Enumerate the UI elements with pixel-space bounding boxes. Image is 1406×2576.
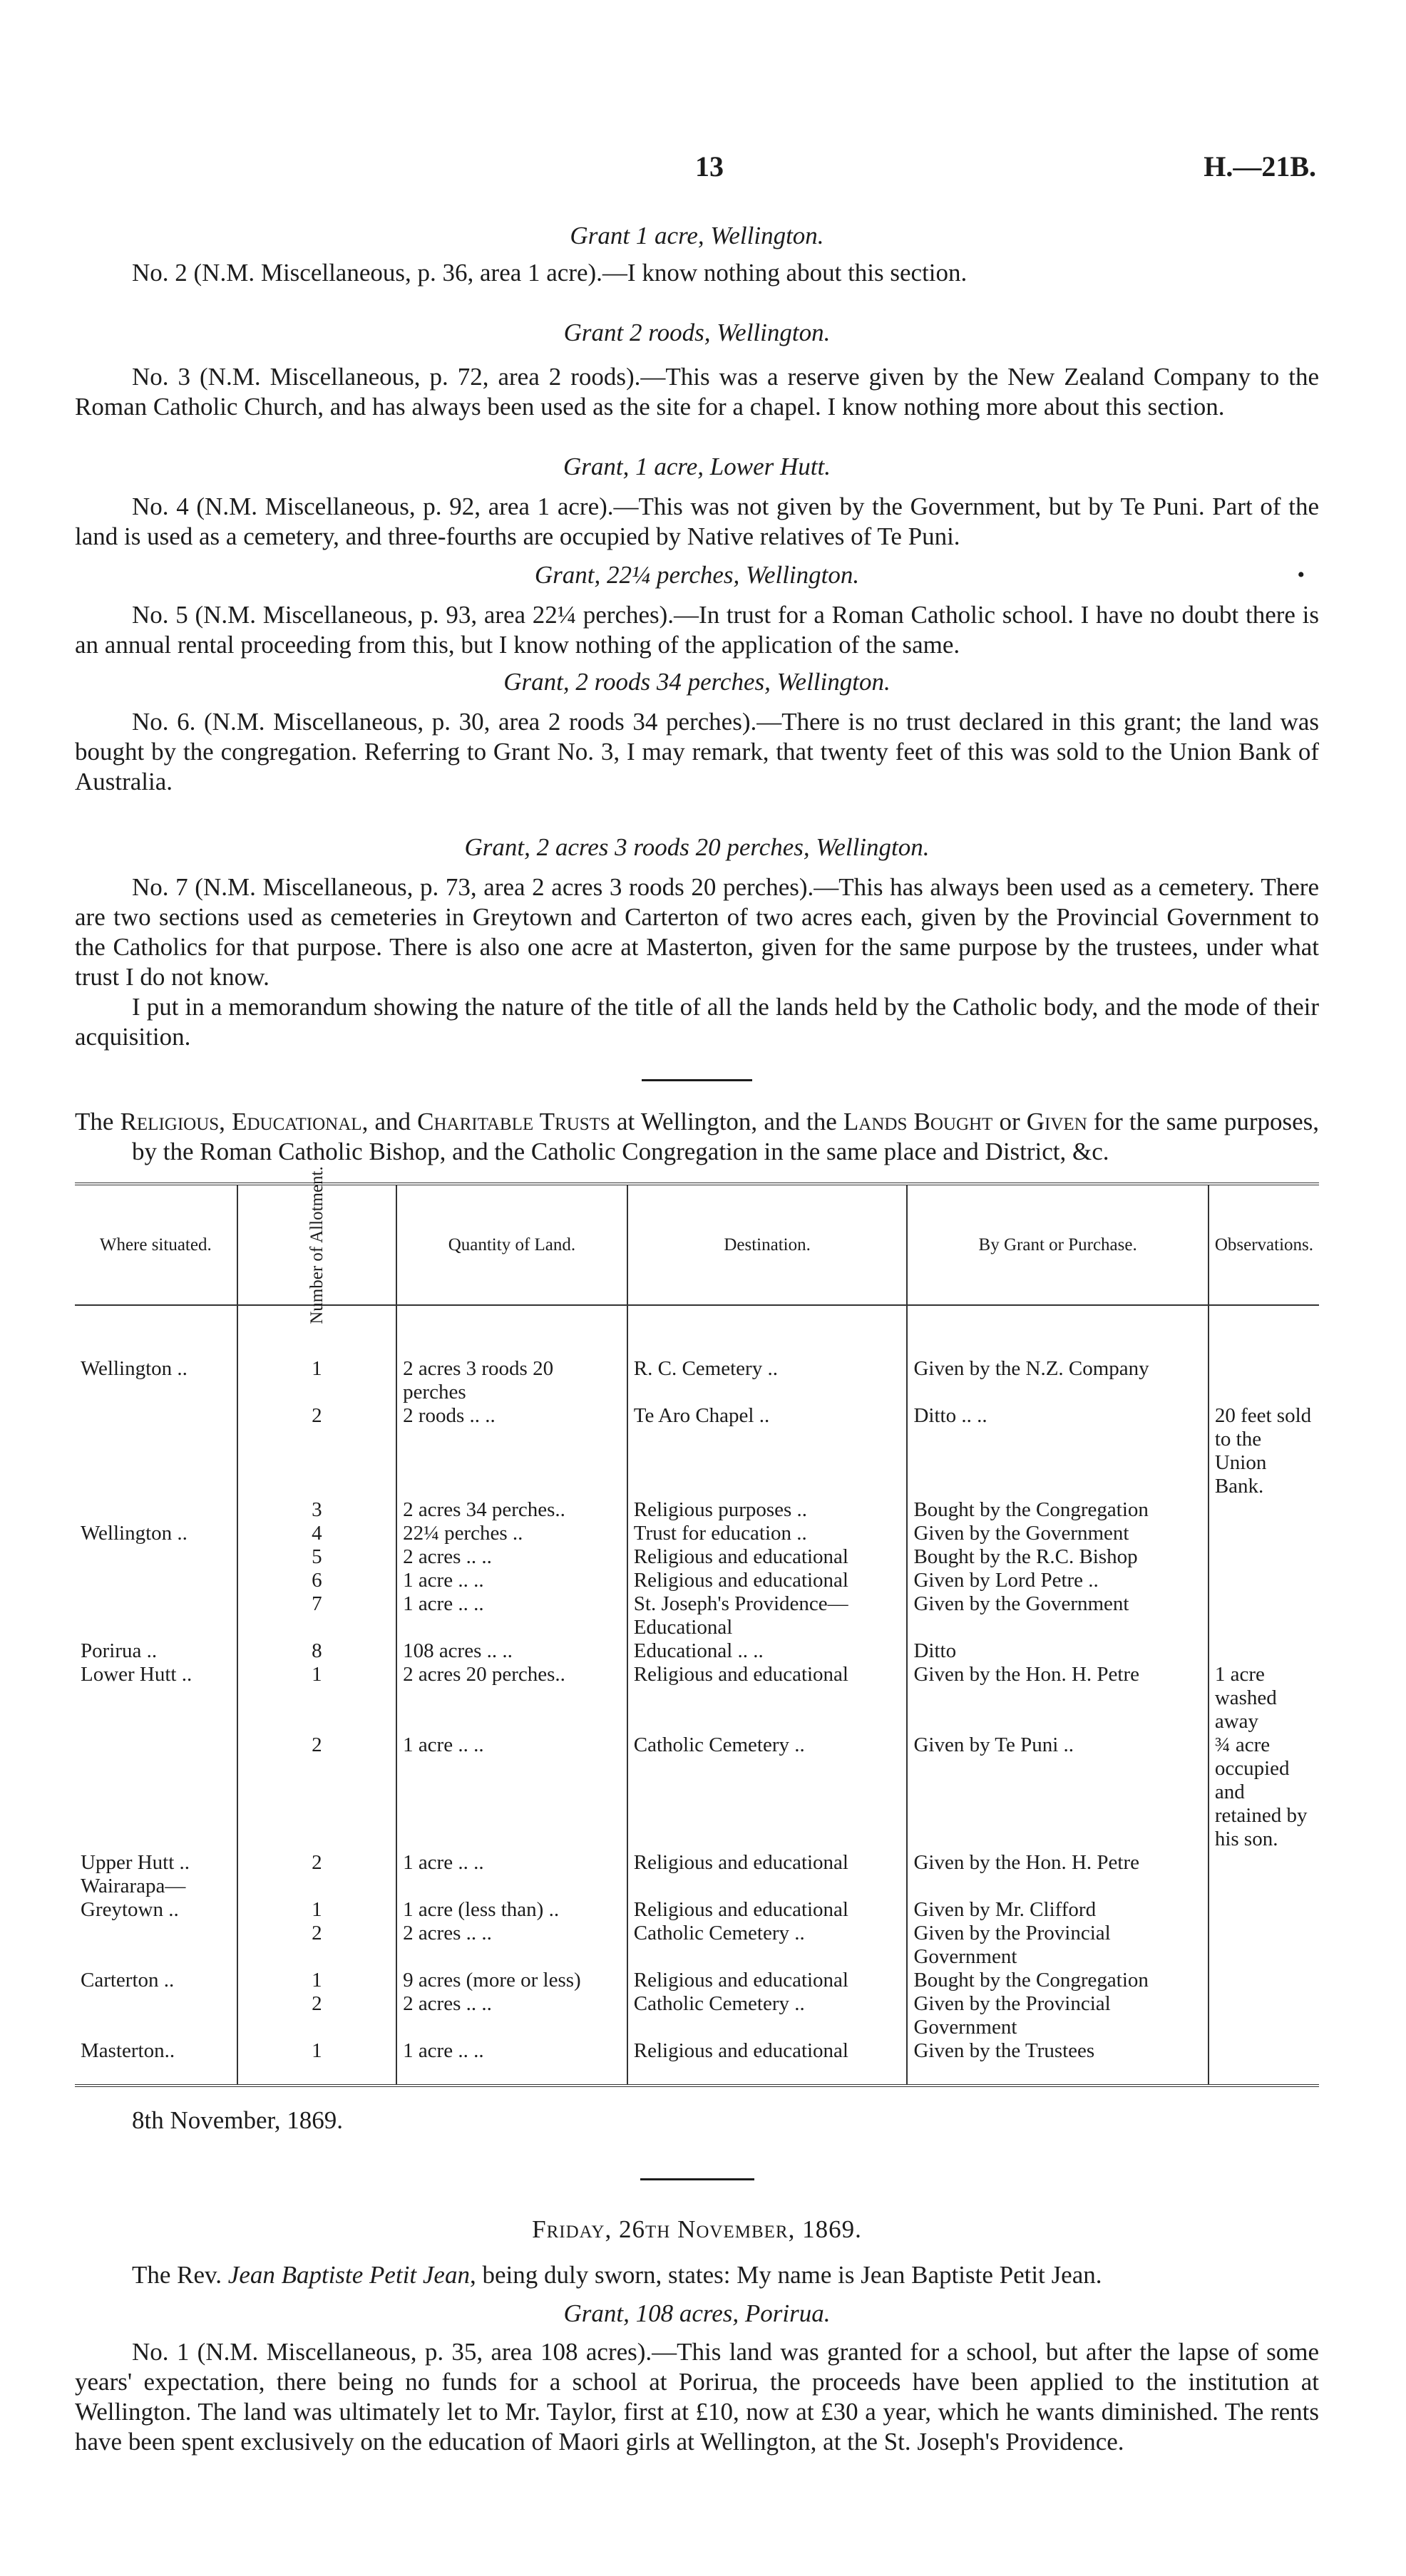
cell-grant-or-purchase: Bought by the R.C. Bishop <box>907 1545 1208 1569</box>
cell-observations <box>1209 1569 1319 1592</box>
cell-allotment-number: 6 <box>237 1569 397 1592</box>
cell-observations <box>1209 2039 1319 2086</box>
cell-destination <box>627 1875 908 1898</box>
cell-quantity: 1 acre .. .. <box>396 1592 627 1639</box>
cell-quantity: 2 acres .. .. <box>396 1545 627 1569</box>
cell-observations: ¾ acre occupied and retained by his son. <box>1209 1733 1319 1851</box>
page-header <box>75 0 1319 185</box>
column-header: Number of Allotment. <box>237 1184 397 1305</box>
cell-where-situated <box>75 1922 237 1969</box>
cell-quantity: 1 acre .. .. <box>396 2039 627 2086</box>
table-row <box>75 1639 1319 1663</box>
cell-grant-or-purchase: Given by the Provincial Government <box>907 1922 1208 1969</box>
section-paragraph: No. 7 (N.M. Miscellaneous, p. 73, area 2 acres 3 roods 20 perches).—This has always been used as a cemetery. There are two sections used as cemeteries in Greytown and Carterton of two acres each, given by the Provincial Government to the Catholics for that purpose. There is also one acre at Masterton, given for the same purpose by the trustees, under what trust I do not know. <box>75 873 1319 991</box>
cell-allotment-number: 2 <box>237 1733 397 1851</box>
cell-grant-or-purchase: Given by the Provincial Government <box>907 1992 1208 2039</box>
cell-allotment-number <box>237 1875 397 1898</box>
cell-quantity: 2 acres 3 roods 20 perches <box>396 1305 627 1404</box>
section-paragraph: No. 1 (N.M. Miscellaneous, p. 35, area 108 acres).—This land was granted for a school, but after the lapse of some years' expectation, there being no funds for a school at Porirua, the proceeds have been applied to the institution at Wellington. The land was ultimately let to Mr. Taylor, first at £10, now at £30 a year, which he wants diminished. The rents have been spent exclusively on the education of Maori girls at Wellington, at the St. Joseph's Providence. <box>75 2338 1319 2456</box>
cell-where-situated: Masterton.. <box>81 2039 175 2062</box>
cell-where-situated <box>75 1733 237 1851</box>
cell-observations <box>1209 1545 1319 1569</box>
table-row <box>75 1969 1319 1992</box>
table-title: The Religious, Educational, and Charitable Trusts at Wellington, and the Lands Bought or Given for the same purposes, by the Roman Catholic Bishop, and the Catholic Congregation in the same place and District, &c. <box>75 1108 1320 1165</box>
cell-observations <box>1209 1305 1319 1404</box>
table-row <box>75 1305 1319 1404</box>
table-row <box>75 1569 1319 1592</box>
cell-allotment-number: 2 <box>237 1922 397 1969</box>
cell-allotment-number: 7 <box>237 1592 397 1639</box>
cell-observations <box>1209 1639 1319 1663</box>
cell-destination: Catholic Cemetery .. <box>627 1922 908 1969</box>
cell-allotment-number: 3 <box>237 1498 397 1522</box>
cell-observations <box>1209 1498 1319 1522</box>
cell-where-situated <box>75 1592 237 1639</box>
table-row <box>75 1498 1319 1522</box>
cell-observations <box>1209 1522 1319 1545</box>
cell-observations <box>1209 1592 1319 1639</box>
cell-observations: 20 feet sold to the Union Bank. <box>1209 1404 1319 1498</box>
cell-observations <box>1209 1898 1319 1922</box>
cell-where-situated: Carterton .. <box>81 1969 175 1992</box>
cell-quantity: 108 acres .. .. <box>396 1639 627 1663</box>
cell-allotment-number: 2 <box>237 1851 397 1875</box>
table-row <box>75 1922 1319 1969</box>
cell-destination: Religious and educational <box>627 1569 908 1592</box>
witness-paragraph: The Rev. Jean Baptiste Petit Jean, being duly sworn, states: My name is Jean Baptiste Petit Jean. <box>132 2261 1102 2289</box>
section-heading: Grant, 2 roods 34 perches, Wellington. <box>503 668 891 696</box>
cell-where-situated: Wellington .. <box>81 1357 188 1380</box>
section-heading: Grant, 22¼ perches, Wellington. <box>534 561 860 589</box>
section-heading: Grant, 2 acres 3 roods 20 perches, Wellington. <box>464 833 930 861</box>
table-row <box>75 1875 1319 1898</box>
document-date: 8th November, 1869. <box>132 2106 344 2134</box>
table-row <box>75 1545 1319 1569</box>
cell-destination: Educational .. .. <box>627 1639 908 1663</box>
cell-destination: Religious and educational <box>627 2039 908 2086</box>
cell-grant-or-purchase: Given by the Trustees <box>907 2039 1208 2086</box>
cell-quantity: 1 acre .. .. <box>396 1569 627 1592</box>
cell-grant-or-purchase: Bought by the Congregation <box>907 1969 1208 1992</box>
cell-destination: R. C. Cemetery .. <box>627 1305 908 1404</box>
stray-mark: • <box>1297 563 1305 587</box>
table-row <box>75 1851 1319 1875</box>
cell-allotment-number: 1 <box>237 1663 397 1733</box>
cell-observations <box>1209 1875 1319 1898</box>
section-paragraph: No. 3 (N.M. Miscellaneous, p. 72, area 2 roods).—This was a reserve given by the New Zealand Company to the Roman Catholic Church, and has always been used as the site for a chapel. I know nothing more about this section. <box>75 363 1319 421</box>
cell-quantity <box>396 1875 627 1898</box>
table-body <box>75 1305 1319 2086</box>
trusts-table <box>75 1165 1319 2087</box>
section-paragraph: No. 2 (N.M. Miscellaneous, p. 36, area 1 acre).—I know nothing about this section. <box>132 259 968 287</box>
cell-grant-or-purchase: Given by Lord Petre .. <box>907 1569 1208 1592</box>
section-heading-row <box>75 560 1319 590</box>
cell-grant-or-purchase: Given by the Hon. H. Petre <box>907 1663 1208 1733</box>
cell-allotment-number: 4 <box>237 1522 397 1545</box>
document-page <box>75 0 1319 2457</box>
cell-where-situated <box>75 1404 237 1498</box>
table-header-row <box>75 1184 1319 1305</box>
cell-destination: Religious and educational <box>627 1545 908 1569</box>
column-header: Destination. <box>627 1184 908 1305</box>
cell-allotment-number: 1 <box>237 1305 397 1404</box>
cell-destination: Catholic Cemetery .. <box>627 1992 908 2039</box>
section-paragraph: No. 5 (N.M. Miscellaneous, p. 93, area 22¼ perches).—In trust for a Roman Catholic school. I have no doubt there is an annual rental proceeding from this, but I know nothing of the application of the same. <box>75 601 1319 659</box>
cell-destination: Catholic Cemetery .. <box>627 1733 908 1851</box>
day-heading: Friday, 26th November, 1869. <box>532 2215 862 2243</box>
cell-where-situated <box>75 1992 237 2039</box>
cell-allotment-number: 1 <box>237 1969 397 1992</box>
cell-allotment-number: 2 <box>237 1992 397 2039</box>
cell-where-situated: Wellington .. <box>81 1522 188 1545</box>
cell-quantity: 9 acres (more or less) <box>396 1969 627 1992</box>
cell-where-situated <box>75 1569 237 1592</box>
cell-grant-or-purchase: Ditto .. .. <box>907 1404 1208 1498</box>
section-paragraph: No. 6. (N.M. Miscellaneous, p. 30, area 2 roods 34 perches).—There is no trust declared in this grant; the land was bought by the congregation. Referring to Grant No. 3, I may remark, that twenty feet of this was sold to the Union Bank of Australia. <box>75 708 1319 795</box>
cell-quantity: 1 acre .. .. <box>396 1851 627 1875</box>
section-divider <box>640 2178 754 2180</box>
table-row <box>75 1733 1319 1851</box>
column-header: Observations. <box>1209 1184 1319 1305</box>
page-code: H.—21B. <box>1204 150 1316 182</box>
table-row <box>75 2039 1319 2086</box>
cell-destination: Trust for education .. <box>627 1522 908 1545</box>
cell-destination: Religious and educational <box>627 1851 908 1875</box>
cell-where-situated <box>75 1545 237 1569</box>
cell-where-situated: Wairarapa— <box>81 1875 186 1897</box>
cell-observations: 1 acre washed away <box>1209 1663 1319 1733</box>
table-row <box>75 1992 1319 2039</box>
cell-quantity: 2 acres 20 perches.. <box>396 1663 627 1733</box>
memorandum-paragraph: I put in a memorandum showing the nature of the title of all the lands held by the Catholic body, and the mode of their acquisition. <box>75 993 1319 1051</box>
cell-grant-or-purchase: Given by the Government <box>907 1592 1208 1639</box>
cell-observations <box>1209 1992 1319 2039</box>
cell-allotment-number: 5 <box>237 1545 397 1569</box>
cell-where-situated: Upper Hutt .. <box>81 1851 190 1874</box>
page-number: 13 <box>695 150 724 182</box>
cell-observations <box>1209 1851 1319 1875</box>
cell-where-situated: Porirua .. <box>81 1639 158 1662</box>
cell-observations <box>1209 1922 1319 1969</box>
section-heading: Grant, 108 acres, Porirua. <box>563 2299 831 2327</box>
column-header: Where situated. <box>99 1235 212 1254</box>
cell-allotment-number: 2 <box>237 1404 397 1498</box>
cell-grant-or-purchase: Given by the N.Z. Company <box>907 1305 1208 1404</box>
cell-observations <box>1209 1969 1319 1992</box>
cell-allotment-number: 1 <box>237 1898 397 1922</box>
section-heading: Grant 1 acre, Wellington. <box>570 222 824 249</box>
cell-grant-or-purchase: Given by Mr. Clifford <box>907 1898 1208 1922</box>
cell-allotment-number: 1 <box>237 2039 397 2086</box>
cell-allotment-number: 8 <box>237 1639 397 1663</box>
cell-grant-or-purchase: Bought by the Congregation <box>907 1498 1208 1522</box>
section-divider <box>642 1079 752 1081</box>
cell-grant-or-purchase <box>907 1875 1208 1898</box>
section-heading: Grant 2 roods, Wellington. <box>563 319 831 346</box>
table-row <box>75 1898 1319 1922</box>
cell-destination: Te Aro Chapel .. <box>627 1404 908 1498</box>
cell-quantity: 2 acres 34 perches.. <box>396 1498 627 1522</box>
cell-where-situated: Lower Hutt .. <box>81 1663 193 1686</box>
cell-destination: St. Joseph's Providence—Educational <box>627 1592 908 1639</box>
cell-quantity: 22¼ perches .. <box>396 1522 627 1545</box>
cell-quantity: 1 acre .. .. <box>396 1733 627 1851</box>
table-row <box>75 1592 1319 1639</box>
cell-grant-or-purchase: Ditto <box>907 1639 1208 1663</box>
cell-destination: Religious and educational <box>627 1898 908 1922</box>
table-row <box>75 1404 1319 1498</box>
section-paragraph: No. 4 (N.M. Miscellaneous, p. 92, area 1 acre).—This was not given by the Government, but by Te Puni. Part of the land is used as a cemetery, and three-fourths are occupied by Native relatives of Te Puni. <box>75 493 1319 550</box>
cell-grant-or-purchase: Given by the Government <box>907 1522 1208 1545</box>
cell-grant-or-purchase: Given by the Hon. H. Petre <box>907 1851 1208 1875</box>
cell-where-situated <box>75 1498 237 1522</box>
cell-destination: Religious and educational <box>627 1663 908 1733</box>
section-heading: Grant, 1 acre, Lower Hutt. <box>563 453 831 480</box>
cell-destination: Religious and educational <box>627 1969 908 1992</box>
cell-grant-or-purchase: Given by Te Puni .. <box>907 1733 1208 1851</box>
table-row <box>75 1522 1319 1545</box>
table-row <box>75 1663 1319 1733</box>
cell-quantity: 2 roods .. .. <box>396 1404 627 1498</box>
cell-quantity: 2 acres .. .. <box>396 1992 627 2039</box>
column-header: Quantity of Land. <box>396 1184 627 1305</box>
cell-where-situated: Greytown .. <box>81 1898 179 1921</box>
cell-destination: Religious purposes .. <box>627 1498 908 1522</box>
cell-quantity: 1 acre (less than) .. <box>396 1898 627 1922</box>
cell-quantity: 2 acres .. .. <box>396 1922 627 1969</box>
column-header: By Grant or Purchase. <box>907 1184 1208 1305</box>
